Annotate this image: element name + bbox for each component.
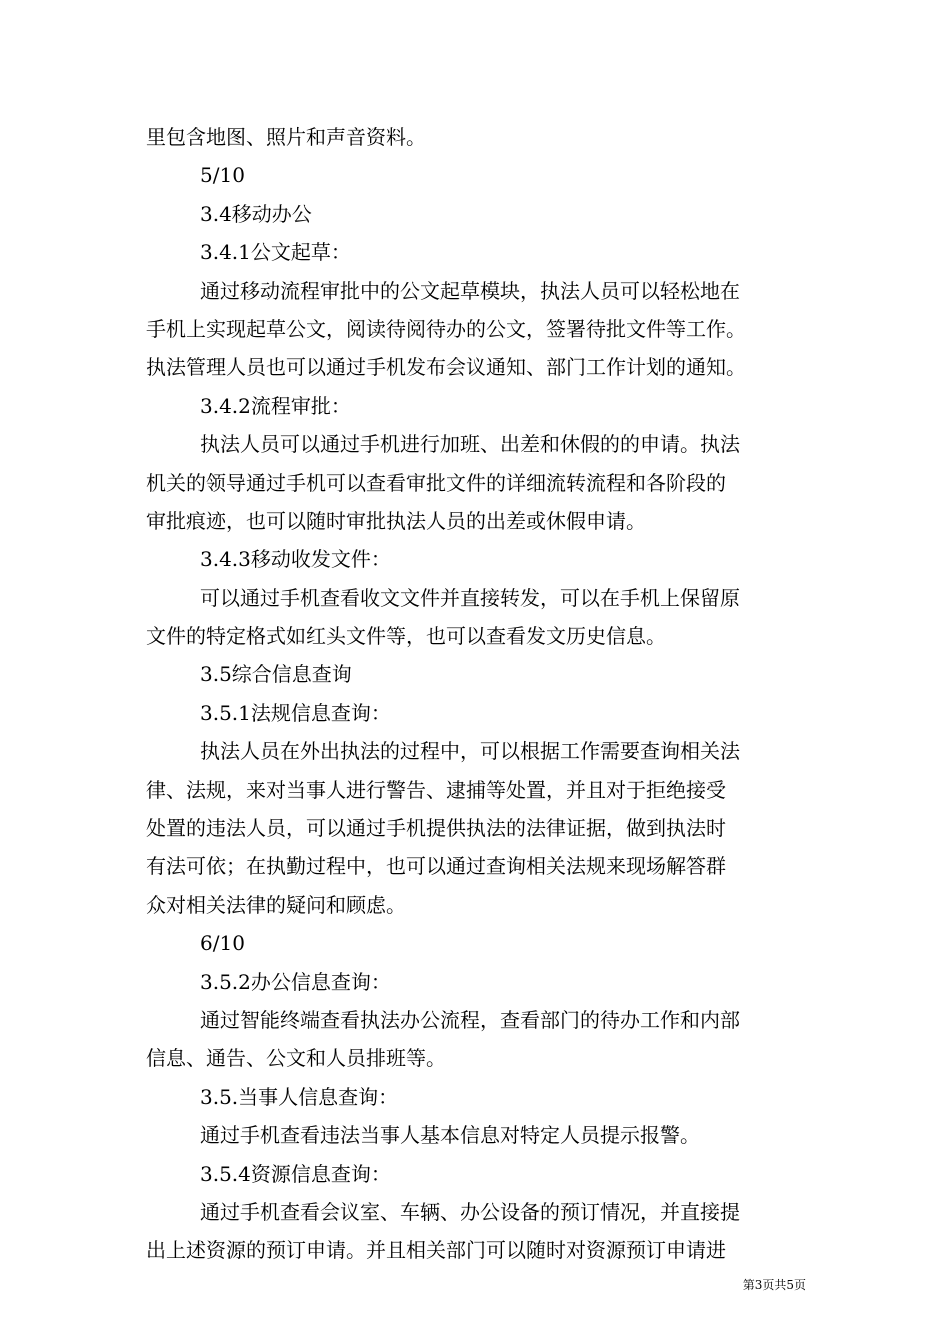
- text-line: 信息、通告、公文和人员排班等。: [146, 1046, 446, 1071]
- text-line: 里包含地图、照片和声音资料。: [146, 125, 426, 149]
- subsection-heading: 3.4.1公文起草：: [200, 240, 351, 265]
- text-line: 执法管理人员也可以通过手机发布会议通知、部门工作计划的通知。: [146, 355, 746, 380]
- page-footer: 第3页共5页: [742, 1278, 806, 1292]
- page-marker: 6/10: [200, 931, 245, 956]
- subsection-heading: 3.5.当事人信息查询：: [200, 1084, 399, 1109]
- subsection-heading: 3.4.2流程审批：: [200, 393, 351, 418]
- paragraph-start: 通过智能终端查看执法办公流程，查看部门的待办工作和内部: [200, 1007, 740, 1032]
- paragraph-start: 通过手机查看会议室、车辆、办公设备的预订情况，并直接提: [200, 1199, 740, 1224]
- text-line: 文件的特定格式如红头文件等，也可以查看发文历史信息。: [146, 624, 666, 649]
- paragraph-start: 执法人员在外出执法的过程中，可以根据工作需要查询相关法: [200, 739, 740, 764]
- subsection-heading: 3.4.3移动收发文件：: [200, 547, 391, 572]
- body-text: [146, 118, 808, 1270]
- paragraph-start: 可以通过手机查看收文文件并直接转发，可以在手机上保留原: [200, 585, 740, 610]
- subsection-heading: 3.5.1法规信息查询：: [200, 700, 391, 725]
- page-marker: 5/10: [200, 163, 245, 188]
- text-line: 律、法规，来对当事人进行警告、逮捕等处置，并且对于拒绝接受: [146, 777, 726, 802]
- paragraph-start: 通过手机查看违法当事人基本信息对特定人员提示报警。: [200, 1123, 700, 1148]
- text-line: 机关的领导通过手机可以查看审批文件的详细流转流程和各阶段的: [146, 470, 726, 495]
- text-line: 审批痕迹，也可以随时审批执法人员的出差或休假申请。: [146, 508, 646, 533]
- paragraph-start: 通过移动流程审批中的公文起草模块，执法人员可以轻松地在: [200, 278, 740, 303]
- text-line: 手机上实现起草公文，阅读待阅待办的公文，签署待批文件等工作。: [146, 316, 746, 341]
- text-line: 有法可依；在执勤过程中，也可以通过查询相关法规来现场解答群: [146, 854, 726, 879]
- section-heading: 3.5综合信息查询: [200, 662, 352, 687]
- text-line: 众对相关法律的疑问和顾虑。: [146, 892, 406, 917]
- paragraph-start: 执法人员可以通过手机进行加班、出差和休假的的申请。执法: [200, 432, 740, 457]
- text-line: 处置的违法人员，可以通过手机提供执法的法律证据，做到执法时: [146, 816, 726, 841]
- subsection-heading: 3.5.4资源信息查询：: [200, 1161, 391, 1186]
- subsection-heading: 3.5.2办公信息查询：: [200, 969, 391, 994]
- text-line: 出上述资源的预订申请。并且相关部门可以随时对资源预订申请进: [146, 1238, 726, 1263]
- section-heading: 3.4移动办公: [200, 201, 312, 226]
